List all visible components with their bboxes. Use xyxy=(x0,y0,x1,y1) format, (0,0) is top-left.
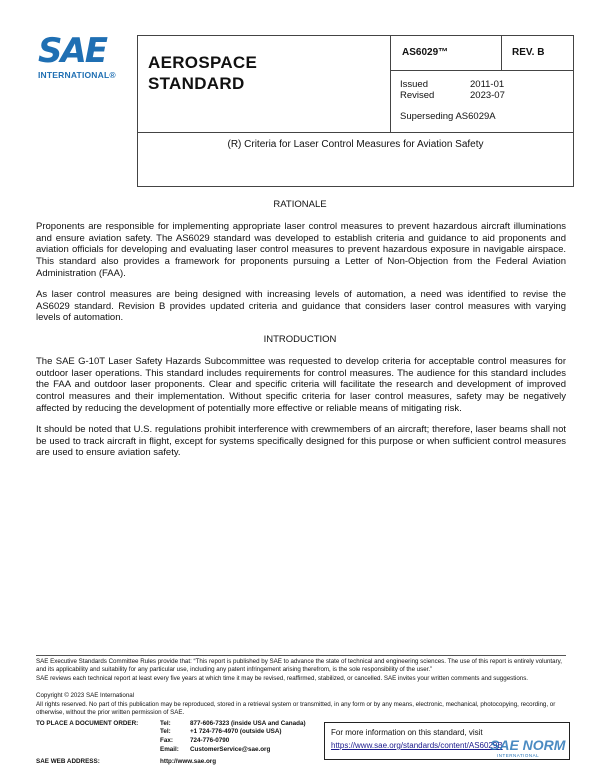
revised-date: 2023-07 xyxy=(470,90,505,101)
more-info-text: For more information on this standard, visit xyxy=(331,728,483,737)
footer-review-text: SAE reviews each technical report at least every five years at which time it may be revised, reaffirmed, stabilized, or cancelled. SAE invites your written comments and suggestions. xyxy=(36,675,529,682)
web-address-link[interactable]: http://www.sae.org xyxy=(160,758,217,765)
document-header-box xyxy=(137,35,574,187)
footer-copyright: Copyright © 2023 SAE International xyxy=(36,692,135,699)
tel2-label: Tel: xyxy=(160,728,171,735)
footer-divider xyxy=(36,655,566,656)
sae-logo-subtitle: INTERNATIONAL® xyxy=(38,70,116,80)
revised-label: Revised xyxy=(400,90,435,101)
order-label: TO PLACE A DOCUMENT ORDER: xyxy=(36,720,139,727)
introduction-paragraph-2: It should be noted that U.S. regulations prohibit interference with crewmembers of an aircraft; therefore, laser beams shall not be used to track aircraft in flight, except for systems specifically designed for this purpose or when sufficient control measures are used to ensure aviation safety. xyxy=(36,424,566,459)
document-title: (R) Criteria for Laser Control Measures for Aviation Safety xyxy=(227,139,484,150)
fax-label: Fax: xyxy=(160,737,173,744)
sae-norm-watermark: SAE NORM xyxy=(490,737,566,753)
rationale-heading: RATIONALE xyxy=(273,199,327,210)
issued-label: Issued xyxy=(400,79,428,90)
revision-label: REV. B xyxy=(512,47,545,58)
introduction-heading: INTRODUCTION xyxy=(263,334,337,345)
watermark-subtitle: INTERNATIONAL xyxy=(497,753,540,758)
tel-value: 877-606-7323 (inside USA and Canada) xyxy=(190,720,306,727)
rationale-paragraph-1: Proponents are responsible for implementing appropriate laser control measures to prevent hazardous aircraft illuminations and ensure aviation safety. The AS6029 standard was developed to establish criteria and guidance to aid proponents and aviation officials for developing and evaluating laser control measures to prevent hazardous exposure in navigable airspace. This standard also provides a framework for proponents pursuing a Letter of Non-Objection from the Federal Aviation Administration (FAA). xyxy=(36,221,566,279)
superseding-note: Superseding AS6029A xyxy=(400,111,496,122)
standard-type: AEROSPACE STANDARD xyxy=(148,53,258,93)
tel-label: Tel: xyxy=(160,720,171,727)
web-address-label: SAE WEB ADDRESS: xyxy=(36,758,100,765)
fax-value: 724-776-0790 xyxy=(190,737,230,744)
rationale-paragraph-2: As laser control measures are being designed with increasing levels of automation, a need was identified to revise the AS6029 standard. Revision B provides updated criteria and guidance that considers laser control measures with varying levels of automation. xyxy=(36,289,566,324)
standard-url-link[interactable]: https://www.sae.org/standards/content/AS6029B xyxy=(331,741,503,750)
introduction-paragraph-1: The SAE G-10T Laser Safety Hazards Subcommittee was requested to develop criteria for acceptable control measures for outdoor laser operations. This standard includes requirements for control measures. The audience for this standard includes the FAA and outdoor laser proponents. Clear and specific criteria will facilitate the research and development of improved control measures and their implementation. Without specific criteria for laser control measures, safety may be negatively affected by reducing the development of potentially more effective or reliable means of mitigating risk. xyxy=(36,356,566,414)
footer-rules-text: SAE Executive Standards Committee Rules provide that: “This report is published by SAE to advance the state of technical and engineering sciences. The use of this report is entirely voluntary, and its applicability and suitability for any particular use, including any patent infringement arising therefrom, is the sole responsibility of the user.” xyxy=(36,658,562,673)
sae-international-logo xyxy=(38,31,122,88)
issued-date: 2011-01 xyxy=(470,79,505,90)
tel2-value: +1 724-776-4970 (outside USA) xyxy=(190,728,282,735)
footer-rights-text: All rights reserved. No part of this publication may be reproduced, stored in a retrieval system or transmitted, in any form or by any means, electronic, mechanical, photocopying, recording, or otherwise, without the prior written permission of SAE. xyxy=(36,701,556,716)
email-label: Email: xyxy=(160,746,179,753)
email-link[interactable]: CustomerService@sae.org xyxy=(190,746,271,753)
sae-logo-letters: SAE xyxy=(38,31,107,71)
document-number: AS6029™ xyxy=(402,47,449,58)
